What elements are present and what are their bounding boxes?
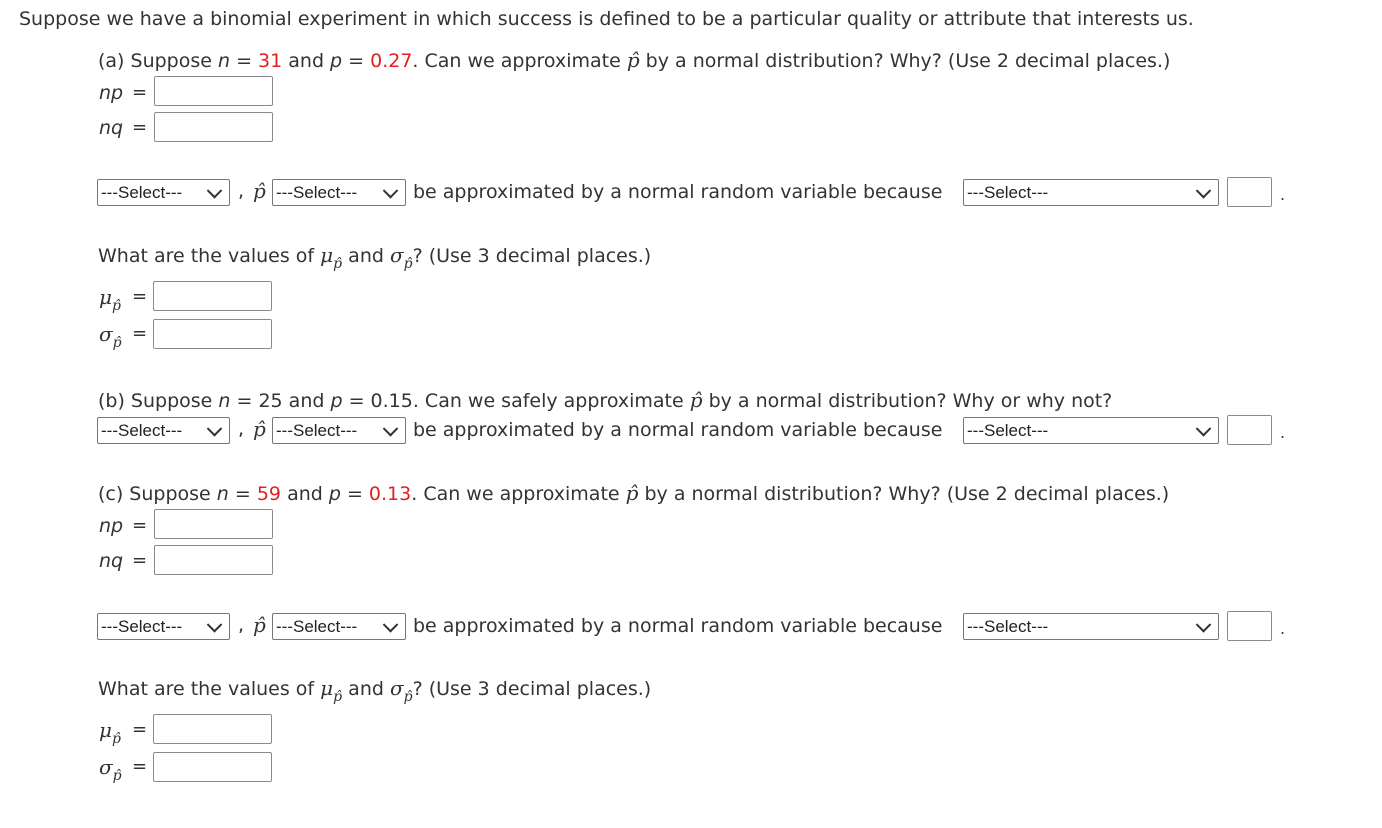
part-b-select-reason[interactable]: [963, 417, 1219, 444]
part-c-select-can-value: ---Select---: [101, 617, 183, 636]
mu-symbol: μ: [320, 243, 334, 267]
part-c-prefix: (c) Suppose: [98, 483, 217, 505]
part-a-select-reason[interactable]: [963, 179, 1219, 206]
p-hat-symbol: p̂: [253, 179, 266, 203]
chevron-down-icon: [207, 183, 223, 199]
part-a-select-can-value: ---Select---: [101, 183, 183, 202]
part-b-reason-input[interactable]: [1227, 415, 1272, 445]
part-a-period: .: [1280, 185, 1286, 204]
chevron-down-icon: [1196, 183, 1212, 199]
part-b-p-var: p: [330, 390, 343, 412]
part-c-n-value: 59: [256, 483, 282, 505]
part-c-p-eq: =: [340, 483, 369, 505]
part-a-n-eq: =: [230, 50, 259, 72]
p-hat-symbol: p̂: [626, 48, 640, 72]
part-a-nq-eq: =: [132, 117, 148, 138]
part-a-nq-input[interactable]: [154, 112, 273, 142]
part-a-mu-sigma-question: [98, 243, 652, 272]
part-a-mu-input[interactable]: [153, 281, 272, 311]
part-b-question: [98, 388, 1112, 412]
part-c-nq-eq: =: [132, 550, 148, 571]
part-a-mu-label: [99, 285, 121, 314]
p-hat-symbol: p̂: [625, 481, 639, 505]
sigma-symbol: σ: [99, 322, 113, 346]
part-c-np-eq: =: [132, 515, 148, 536]
p-hat-subscript: p̂: [403, 256, 413, 272]
part-b-comma: ,: [238, 418, 245, 440]
part-b-prefix: (b) Suppose: [98, 390, 219, 412]
part-a-sigma-eq: =: [132, 323, 148, 344]
part-c-q-end: ? (Use 3 decimal places.): [412, 678, 652, 700]
part-a-question: [98, 48, 1170, 72]
part-c-select-reason[interactable]: [963, 613, 1219, 640]
part-c-sigma-eq: =: [132, 756, 148, 777]
part-a-and: and: [282, 50, 331, 72]
part-a-p-eq: =: [342, 50, 371, 72]
part-a-nq-label: nq: [99, 117, 124, 139]
sigma-symbol: σ: [389, 676, 404, 700]
chevron-down-icon: [207, 617, 223, 633]
part-c-mu-label: [99, 718, 121, 747]
mu-symbol: μ: [99, 285, 112, 309]
part-c-and-text: and: [348, 678, 384, 700]
part-c-select-reason-value: ---Select---: [967, 617, 1049, 636]
part-a-p-var: p: [330, 50, 343, 72]
part-c-p-value: 0.13: [368, 483, 412, 505]
p-hat-symbol: p̂: [253, 613, 266, 637]
part-a-np-eq: =: [132, 82, 148, 103]
part-a-comma: ,: [238, 180, 245, 202]
chevron-down-icon: [207, 421, 223, 437]
part-a-select-reason-value: ---Select---: [967, 183, 1049, 202]
part-b-select-can[interactable]: [97, 417, 230, 444]
part-b-n-eq: =: [230, 390, 259, 412]
chevron-down-icon: [383, 183, 399, 199]
part-a-select-modal-value: ---Select---: [276, 183, 358, 202]
part-a-np-label: np: [99, 82, 124, 104]
chevron-down-icon: [383, 421, 399, 437]
part-b-p-eq: =: [342, 390, 371, 412]
part-b-and: and: [282, 390, 331, 412]
part-b-n-var: n: [218, 390, 231, 412]
part-a-sigma-label: [99, 322, 122, 351]
part-c-question-end: by a normal distribution? Why? (Use 2 decimal places.): [638, 483, 1170, 505]
part-a-reason-input[interactable]: [1227, 177, 1272, 207]
part-a-and-text: and: [348, 245, 384, 267]
part-a-n-value: 31: [258, 50, 283, 72]
p-hat-symbol: p̂: [689, 388, 703, 412]
part-b-n-value: 25: [258, 390, 283, 412]
mu-symbol: μ: [99, 718, 112, 742]
part-b-select-modal[interactable]: [272, 417, 406, 444]
p-hat-subscript: p̂: [333, 256, 343, 272]
sigma-symbol: σ: [99, 755, 113, 779]
p-hat-subscript: p̂: [403, 689, 413, 705]
part-a-select-modal[interactable]: [272, 179, 406, 206]
part-c-p-var: p: [328, 483, 341, 505]
part-a-mu-sigma-text: What are the values of: [98, 245, 315, 267]
chevron-down-icon: [1196, 617, 1212, 633]
part-c-reason-input[interactable]: [1227, 611, 1272, 641]
part-c-period: .: [1280, 619, 1286, 638]
part-c-question-mid: . Can we approximate: [411, 483, 626, 505]
part-b-question-end: by a normal distribution? Why or why not?: [702, 390, 1113, 412]
sigma-symbol: σ: [389, 243, 404, 267]
part-a-be-text: be approximated by a normal random variable because: [413, 181, 943, 203]
part-c-np-label: np: [99, 515, 124, 537]
part-c-nq-label: nq: [99, 550, 124, 572]
part-a-mu-eq: =: [132, 286, 148, 307]
part-a-np-input[interactable]: [154, 76, 273, 106]
part-b-select-can-value: ---Select---: [101, 421, 183, 440]
part-c-np-input[interactable]: [154, 509, 273, 539]
chevron-down-icon: [1196, 421, 1212, 437]
part-c-select-can[interactable]: [97, 613, 230, 640]
part-a-n-var: n: [217, 50, 231, 72]
p-hat-subscript: p̂: [112, 298, 121, 314]
part-b-period: .: [1280, 423, 1286, 442]
part-c-sigma-input[interactable]: [153, 752, 272, 782]
part-b-question-mid: . Can we safely approximate: [412, 390, 690, 412]
mu-symbol: μ: [320, 676, 334, 700]
part-b-select-modal-value: ---Select---: [276, 421, 358, 440]
chevron-down-icon: [383, 617, 399, 633]
p-hat-subscript: p̂: [112, 731, 121, 747]
p-hat-subscript: p̂: [112, 335, 122, 351]
part-a-q-end: ? (Use 3 decimal places.): [412, 245, 652, 267]
part-b-p-value: 0.15: [370, 390, 413, 412]
intro-text: Suppose we have a binomial experiment in which success is defined to be a particular quality or attribute that interests us.: [19, 8, 1194, 30]
part-c-n-eq: =: [228, 483, 257, 505]
p-hat-subscript: p̂: [112, 768, 122, 784]
part-b-select-reason-value: ---Select---: [967, 421, 1049, 440]
part-c-mu-sigma-question: [98, 676, 652, 705]
part-a-question-mid: . Can we approximate: [412, 50, 627, 72]
part-c-question: [98, 481, 1169, 505]
part-c-n-var: n: [216, 483, 229, 505]
p-hat-symbol: p̂: [253, 417, 266, 441]
part-c-comma: ,: [238, 614, 245, 636]
p-hat-subscript: p̂: [333, 689, 343, 705]
part-b-be-text: be approximated by a normal random variable because: [413, 419, 943, 441]
part-a-sigma-input[interactable]: [153, 319, 272, 349]
part-c-select-modal-value: ---Select---: [276, 617, 358, 636]
part-a-prefix: (a) Suppose: [98, 50, 218, 72]
part-c-select-modal[interactable]: [272, 613, 406, 640]
part-c-mu-sigma-text: What are the values of: [98, 678, 315, 700]
part-a-p-value: 0.27: [370, 50, 413, 72]
part-c-nq-input[interactable]: [154, 545, 273, 575]
part-c-mu-input[interactable]: [153, 714, 272, 744]
part-c-mu-eq: =: [132, 719, 148, 740]
part-a-question-end: by a normal distribution? Why? (Use 2 decimal places.): [639, 50, 1171, 72]
part-c-be-text: be approximated by a normal random variable because: [413, 615, 943, 637]
part-c-sigma-label: [99, 755, 122, 784]
part-c-and: and: [281, 483, 329, 505]
part-a-select-can[interactable]: [97, 179, 230, 206]
